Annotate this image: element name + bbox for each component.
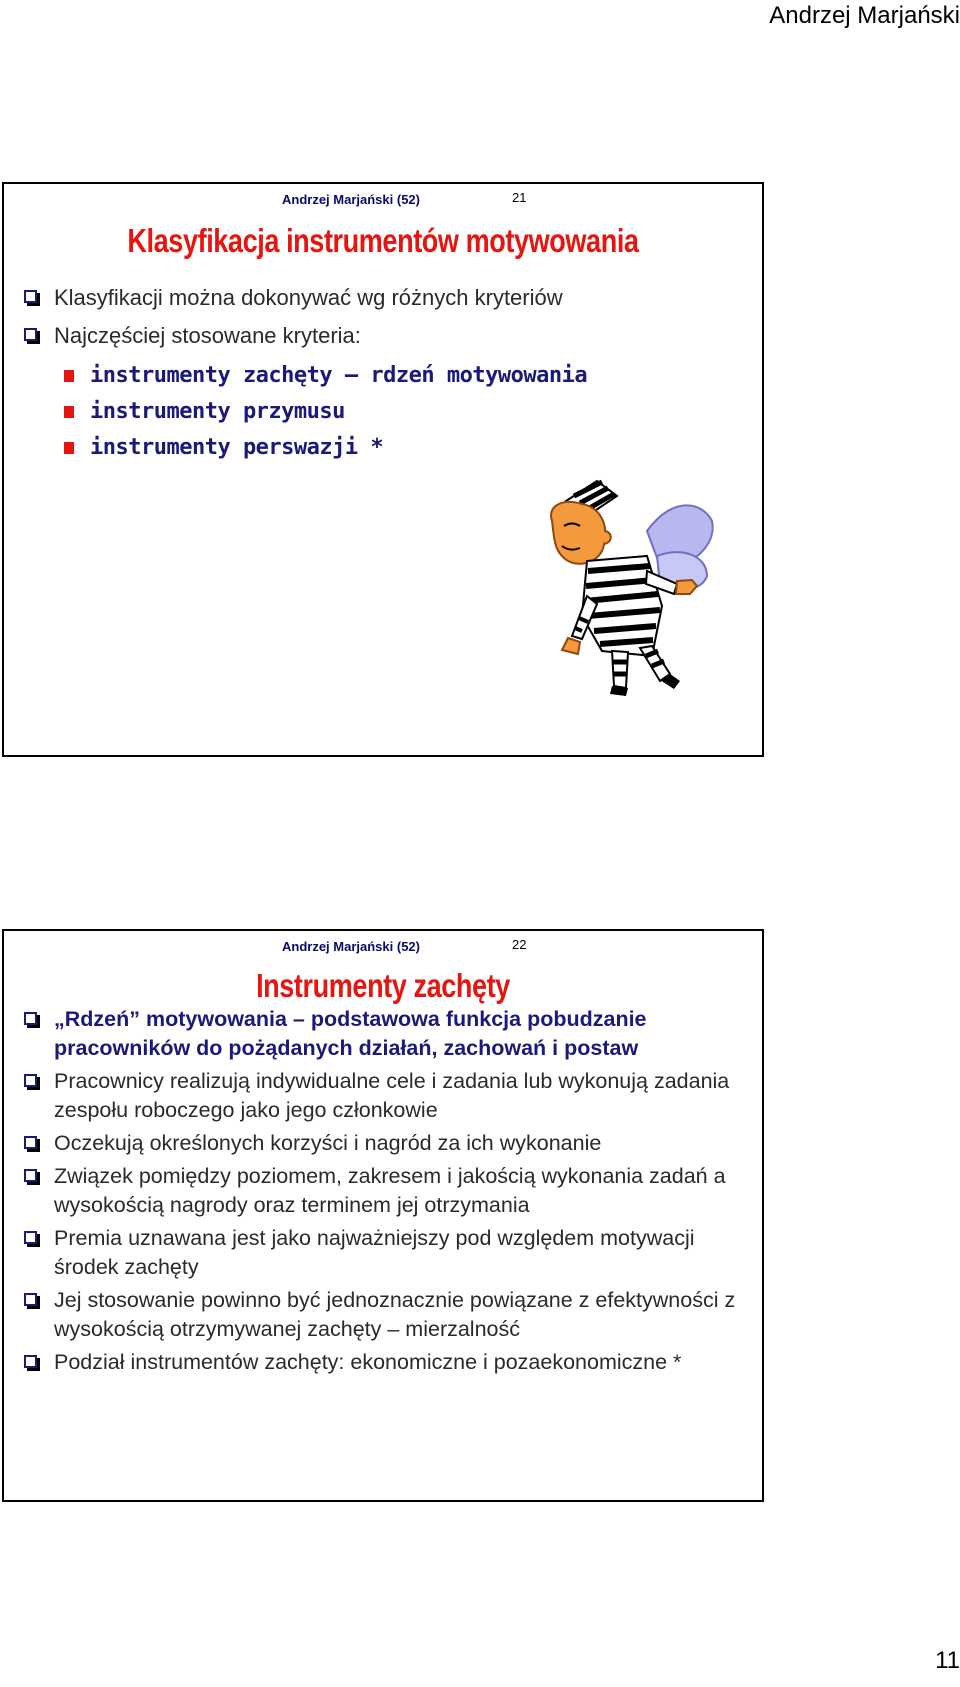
list-item	[22, 1349, 742, 1378]
list-item	[22, 1130, 742, 1159]
slide-meta	[282, 937, 527, 954]
winged-prisoner-clipart	[542, 476, 742, 706]
bullet-text: Najczęściej stosowane kryteria:	[54, 323, 361, 348]
list-item	[22, 322, 742, 352]
slide-title: Klasyfikacja instrumentów motywowania	[127, 222, 639, 259]
bullet-text: Związek pomiędzy poziomem, zakresem i jakością wykonania zadań a wysokością nagrody oraz terminem jej otrzymania	[54, 1164, 726, 1217]
checkbox-bullet-icon	[24, 1293, 37, 1306]
list-item	[22, 1068, 742, 1126]
checkbox-bullet-icon	[24, 1074, 37, 1087]
slide-title: Instrumenty zachęty	[256, 967, 510, 1004]
bullet-list	[22, 284, 742, 360]
slide-number: 21	[512, 190, 527, 205]
list-item	[22, 284, 742, 314]
slide-meta	[282, 190, 527, 207]
list-item	[22, 1225, 742, 1283]
checkbox-bullet-icon	[24, 290, 37, 303]
bullet-text: Premia uznawana jest jako najważniejszy pod względem motywacji środek zachęty	[54, 1226, 695, 1279]
page-number: 11	[935, 1647, 960, 1674]
list-item	[22, 1287, 742, 1345]
bullet-list	[22, 1006, 742, 1382]
bullet-text: „Rdzeń” motywowania – podstawowa funkcja pobudzanie pracowników do pożądanych działań, zachowań i postaw	[54, 1007, 647, 1060]
slide-number: 22	[512, 937, 527, 952]
sub-bullet-list	[62, 358, 587, 466]
bullet-text: Pracownicy realizują indywidualne cele i zadania lub wykonują zadania zespołu roboczego jako jego członkowie	[54, 1069, 730, 1122]
list-item	[22, 1163, 742, 1221]
square-bullet-icon	[64, 370, 74, 382]
sub-item-text: instrumenty perswazji *	[90, 435, 384, 460]
bullet-text: Oczekują określonych korzyści i nagród za ich wykonanie	[54, 1131, 602, 1155]
sub-list-item	[62, 394, 587, 430]
slide-author: Andrzej Marjański (52)	[282, 192, 420, 207]
sub-list-item	[62, 430, 587, 466]
bullet-text: Podział instrumentów zachęty: ekonomiczne i pozaekonomiczne *	[54, 1350, 682, 1374]
square-bullet-icon	[64, 442, 74, 454]
square-bullet-icon	[64, 406, 74, 418]
checkbox-bullet-icon	[24, 1355, 37, 1368]
page-header-author: Andrzej Marjański	[769, 2, 960, 29]
bullet-text: Klasyfikacji można dokonywać wg różnych kryteriów	[54, 285, 563, 310]
sub-list-item	[62, 358, 587, 394]
checkbox-bullet-icon	[24, 1169, 37, 1182]
checkbox-bullet-icon	[24, 1136, 37, 1149]
slide-22	[2, 929, 764, 1502]
checkbox-bullet-icon	[24, 328, 37, 341]
slide-author: Andrzej Marjański (52)	[282, 939, 420, 954]
checkbox-bullet-icon	[24, 1231, 37, 1244]
list-item	[22, 1006, 742, 1064]
checkbox-bullet-icon	[24, 1012, 37, 1025]
bullet-text: Jej stosowanie powinno być jednoznacznie powiązane z efektywności z wysokością otrzymywanej zachęty – mierzalność	[54, 1288, 736, 1341]
slide-21	[2, 182, 764, 757]
sub-item-text: instrumenty przymusu	[90, 399, 345, 424]
sub-item-text: instrumenty zachęty – rdzeń motywowania	[90, 363, 588, 388]
